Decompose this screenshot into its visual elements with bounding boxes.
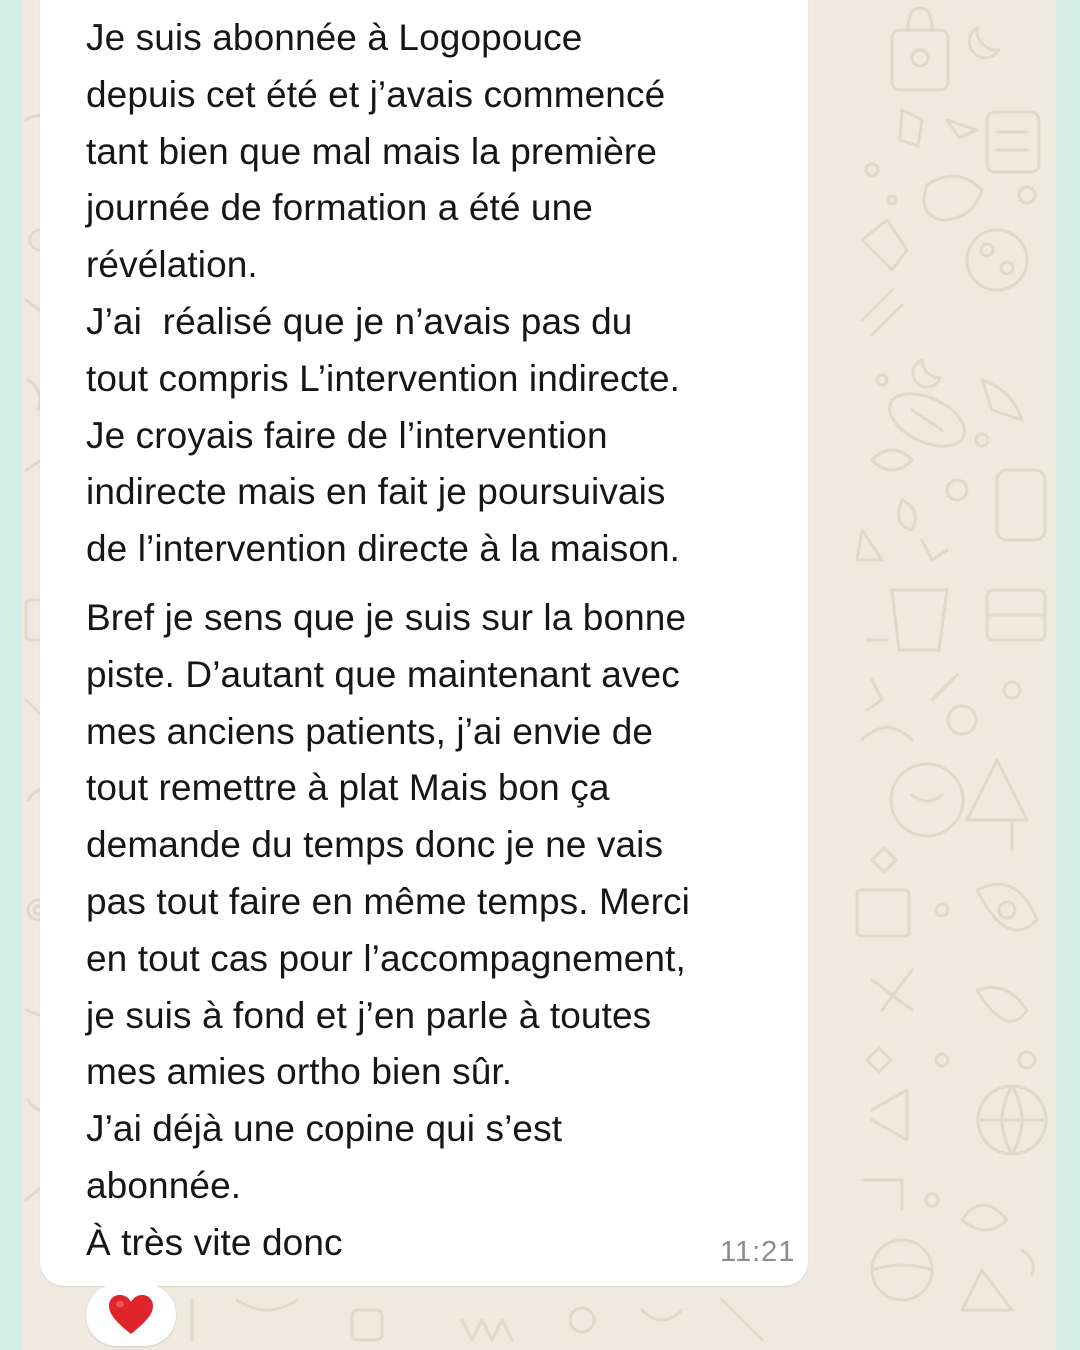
message-line: demande du temps donc je ne vais	[86, 824, 664, 866]
message-line: tout compris L’intervention indirecte.	[86, 357, 681, 399]
message-line: Je suis abonnée à Logopouce	[86, 17, 583, 58]
message-line: mes amies ortho bien sûr.	[86, 1051, 513, 1093]
message-line: abonnée.	[86, 1164, 242, 1206]
message-line: je suis à fond et j’en parle à toutes	[86, 994, 652, 1036]
message-line: révélation.	[86, 244, 258, 286]
message-line: en tout cas pour l’accompagnement,	[86, 937, 686, 979]
message-timestamp: 11:21	[720, 1236, 796, 1268]
message-line: journée de formation a été une	[86, 187, 593, 229]
message-line: pas tout faire en même temps. Merci	[86, 880, 690, 922]
message-line: À très vite donc	[86, 1221, 343, 1263]
message-line: indirecte mais en fait je poursuivais	[86, 471, 666, 513]
message-line: de l’intervention directe à la maison.	[86, 528, 681, 570]
reaction-badge[interactable]	[86, 1284, 176, 1346]
message-line: tant bien que mal mais la première	[86, 130, 658, 172]
message-line: tout remettre à plat Mais bon ça	[86, 767, 610, 809]
message-line: J’ai réalisé que je n’avais pas du	[86, 300, 633, 342]
message-line: Je croyais faire de l’intervention	[86, 414, 608, 456]
message-line: piste. D’autant que maintenant avec	[86, 653, 680, 695]
message-line: J’ai déjà une copine qui s’est	[86, 1108, 563, 1150]
message-line: Bref je sens que je suis sur la bonne	[86, 596, 687, 638]
message-text	[86, 10, 816, 1272]
red-heart-icon	[108, 1294, 154, 1336]
message-line: mes anciens patients, j’ai envie de	[86, 710, 654, 752]
paragraph-gap	[86, 578, 816, 590]
message-line: depuis cet été et j’avais commencé	[86, 73, 666, 115]
